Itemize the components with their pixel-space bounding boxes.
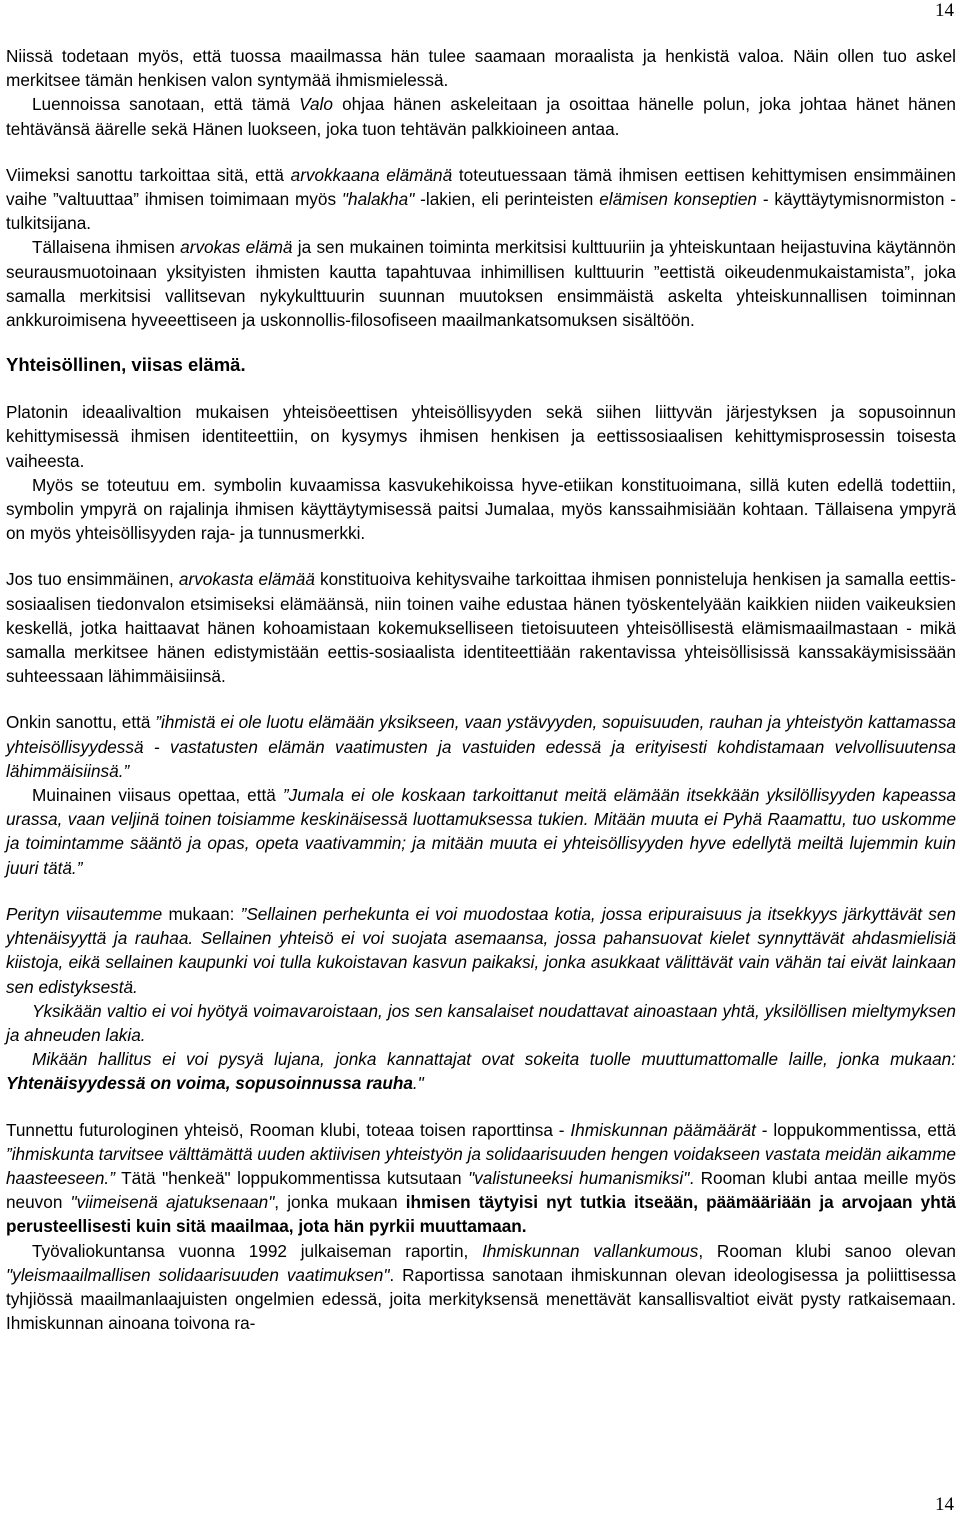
paragraph-12: Mikään hallitus ei voi pysyä lujana, jonka kannattajat ovat sokeita tuolle muuttumattomalle laille, jonka mukaan: Yhtenäisyydessä on voima, sopusoinnussa rauha." — [6, 1049, 956, 1094]
paragraph-3: Viimeksi sanottu tarkoittaa sitä, että arvokkaana elämänä toteutuessaan tämä ihmisen eettisen kehittymisen ensimmäinen vaihe ”valtuuttaa” ihmisen toimimaan myös "halakha" -lakien, eli perinteisten elämisen konseptien - käyttäytymisnormiston - tulkitsijana. — [6, 164, 956, 234]
paragraph-13: Tunnettu futurologinen yhteisö, Rooman klubi, toteaa toisen raporttinsa - Ihmiskunnan päämäärät - loppukommentissa, että ”ihmiskunta tarvitsee välttämättä uuden aktiivisen yhteistyön ja solidaarisuuden hengen voidakseen vastata meidän aikamme haasteeseen.” Tätä "henkeä" loppukommentissa kutsutaan "valistuneeksi humanismiksi". Rooman klubi antaa meille myös neuvon "viimeisenä ajatuksenaan", jonka mukaan ihmisen täytyisi nyt tutkia itseään, päämääriään ja arvojaan yhtä perusteellisesti kuin sitä maailmaa, jota hän pyrkii muuttamaan. — [6, 1119, 956, 1237]
section-heading: Yhteisöllinen, viisas elämä. — [6, 354, 246, 376]
paragraph-2: Luennoissa sanotaan, että tämä Valo ohjaa hänen askeleitaan ja osoittaa hänelle polun, joka johtaa hänet hänen tehtävänsä äärelle sekä Hänen luokseen, joka tuon tehtävän palkkioineen antaa. — [6, 94, 956, 139]
paragraph-9: Muinainen viisaus opettaa, että ”Jumala ei ole koskaan tarkoittanut meitä elämään itsekkään yksilöllisyyden kapeassa urassa, vaan veljinä toinen toisiamme keskinäisessä luottamuksessa tukien. Mitään muuta ei Pyhä Raamattu, tuo uskomme ja toimintamme sääntö ja opas, opeta vaativammin; ja mitään muuta ei yhteisöllisyyden hyve edellytä meiltä lujemmin kuin juuri tätä.” — [6, 785, 956, 878]
paragraph-8: Onkin sanottu, että ”ihmistä ei ole luotu elämään yksikseen, vaan ystävyyden, sopuisuuden, rauhan ja yhteistyön kattamassa yhteisöllisyydessä - vastatusten elämän vaatimusten ja vastuiden edessä ja erityisesti kohdistamaan velvollisuutensa lähimmäisiinsä.” — [6, 712, 956, 781]
paragraph-14: Työvaliokuntansa vuonna 1992 julkaiseman raportin, Ihmiskunnan vallankumous, Rooman klubi sanoo olevan "yleismaailmallisen solidaarisuuden vaatimuksen". Raportissa sanotaan ihmiskunnan olevan ideologisessa ja poliittisessa tyhjiössä maailmanlaajuisten ongelmien edessä, joita merkityksensä menettävät kansallisvaltiot eivät pysty ratkaisemaan. Ihmiskunnan ainoana toivona ra- — [6, 1240, 956, 1334]
paragraph-11: Yksikään valtio ei voi hyötyä voimavaroistaan, jos sen kansalaiset noudattavat ainoastaan yhtä, yksilöllisen mieltymyksen ja ahneuden lakia. — [6, 1000, 956, 1045]
paragraph-4: Tällaisena ihmisen arvokas elämä ja sen mukainen toiminta merkitsisi kulttuuriin ja yhteiskuntaan heijastuvina käytännön seurausmuotoinaan yksityisten ihmisten kautta tapahtuvaa inhimillisen kulttuurin ”eettistä oikeudenmukaistamista”, joka samalla merkitsisi vallitsevan nykykulttuurin suunnan muutoksen ensimmäistä askelta yhteiskunnallisen toiminnan ankkuroimisena hyveeettiseen ja uskonnollis-filosofiseen maailmankatsomuksen sisältöön. — [6, 237, 956, 331]
paragraph-7: Jos tuo ensimmäinen, arvokasta elämää konstituoiva kehitysvaihe tarkoittaa ihmisen ponnisteluja henkisen ja samalla eettis-sosiaalisen tiedonvalon etsimiseksi elämäänsä, niin toinen vaihe edustaa hänen työskentelyään kaikkien niiden vaikeuksien keskellä, jotka haittaavat hänen kohoamistaan kokemukselliseen tietoisuuteen yhteisöllisestä elämismaailmastaan - mikä samalla merkitsee hänen edistymistään eettis-sosiaalista identiteettiään rakentavissa yhteisöllisissä kanssakäymisissään suhteessaan lähimmäisiinsä. — [6, 569, 956, 687]
page-number-top: 14 — [935, 0, 954, 21]
paragraph-5: Platonin ideaalivaltion mukaisen yhteisöeettisen yhteisöllisyyden sekä siihen liittyvän järjestyksen ja sopusoinnun kehittymisessä ihmisen identiteettiin, on kysymys ihmisen henkisen ja eettissosiaalisen kehittymisprosessin toisesta vaiheesta. — [6, 402, 956, 471]
document-body — [6, 44, 956, 1335]
paragraph-1: Niissä todetaan myös, että tuossa maailmassa hän tulee saamaan moraalista ja henkistä valoa. Näin ollen tuo askel merkitsee tämän henkisen valon syntymää ihmismielessä. — [6, 46, 956, 91]
paragraph-6: Myös se toteutuu em. symbolin kuvaamissa kasvukehikoissa hyve-etiikan konstituoimana, sillä kuten edellä todettiin, symbolin ympyrä on rajalinja ihmisen käyttäytymisessä paitsi Jumalaa, myös kanssaihmisiään kohtaan. Tällaisena ympyrä on myös yhteisöllisyyden raja- ja tunnusmerkki. — [6, 474, 956, 544]
page-number-bottom: 14 — [935, 1494, 954, 1515]
paragraph-10: Perityn viisautemme mukaan: ”Sellainen perhekunta ei voi muodostaa kotia, jossa eripuraisuus ja itsekkyys järkyttävät sen yhtenäisyyttä ja rauhaa. Sellainen yhteisö ei voi suojata asemaansa, jossa pahansuovat kielet synnyttävät ahdasmielisiä kiistoja, eikä sellainen kaupunki voi tulla kukoistavan kasvun paikaksi, jonka asukkaat välittävät vain vähän tai eivät lainkaan sen edistyksestä. — [6, 903, 956, 997]
